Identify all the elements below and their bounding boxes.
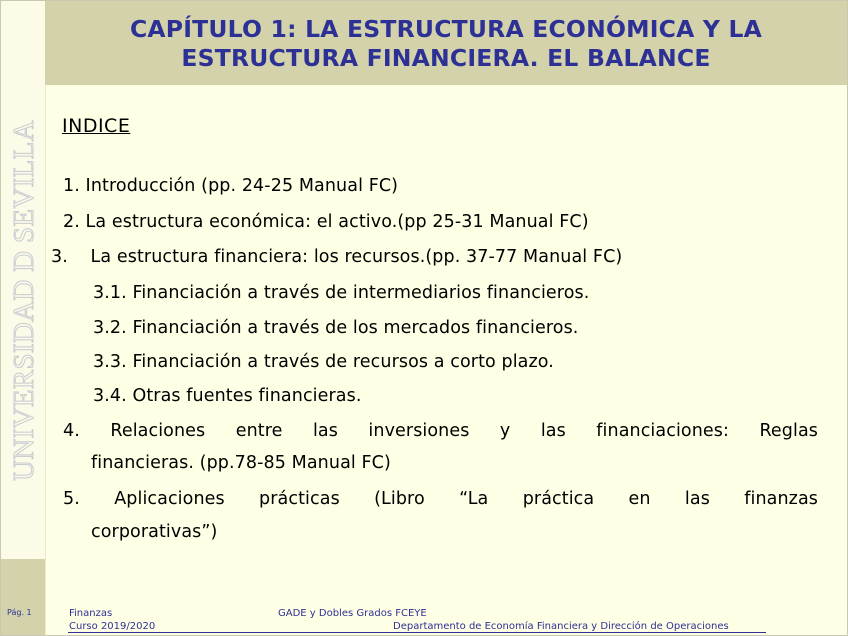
title-band — [45, 1, 847, 85]
index-item-5-continuation: corporativas”) — [91, 522, 218, 542]
footer-degree: GADE y Dobles Grados FCEYE — [278, 608, 427, 619]
university-watermark-text: UNIVERSIDAD D SEVILLA — [8, 120, 40, 481]
index-item-2: 2. La estructura económica: el activo.(pp 25-31 Manual FC) — [63, 212, 589, 232]
footer-course-year: Curso 2019/2020 — [69, 621, 156, 632]
university-watermark — [8, 104, 40, 497]
index-item-3: 3. La estructura financiera: los recursos.(pp. 37-77 Manual FC) — [51, 247, 623, 267]
index-item-3-3: 3.3. Financiación a través de recursos a corto plazo. — [93, 352, 554, 372]
footer-course-name: Finanzas — [69, 608, 113, 619]
index-item-1: 1. Introducción (pp. 24-25 Manual FC) — [63, 176, 399, 196]
slide-title-line-1: CAPÍTULO 1: LA ESTRUCTURA ECONÓMICA Y LA — [129, 15, 763, 43]
index-item-3-2: 3.2. Financiación a través de los mercados financieros. — [93, 318, 579, 338]
footer-rule — [68, 632, 766, 633]
slide-title — [130, 13, 762, 73]
page-number: Pág. 1 — [7, 608, 32, 617]
footer-band — [1, 559, 45, 635]
index-item-5: 5. Aplicaciones prácticas (Libro “La práctica en las finanzas — [63, 489, 818, 509]
index-heading: INDICE — [62, 115, 131, 137]
index-item-3-4: 3.4. Otras fuentes financieras. — [93, 386, 362, 406]
index-item-4: 4. Relaciones entre las inversiones y las financiaciones: Reglas — [63, 421, 818, 441]
slide-title-line-2: ESTRUCTURA FINANCIERA. EL BALANCE — [181, 44, 711, 72]
index-item-3-1: 3.1. Financiación a través de intermediarios financieros. — [93, 283, 590, 303]
index-item-4-continuation: financieras. (pp.78-85 Manual FC) — [91, 453, 391, 473]
footer-department: Departamento de Economía Financiera y Dirección de Operaciones — [393, 621, 729, 632]
